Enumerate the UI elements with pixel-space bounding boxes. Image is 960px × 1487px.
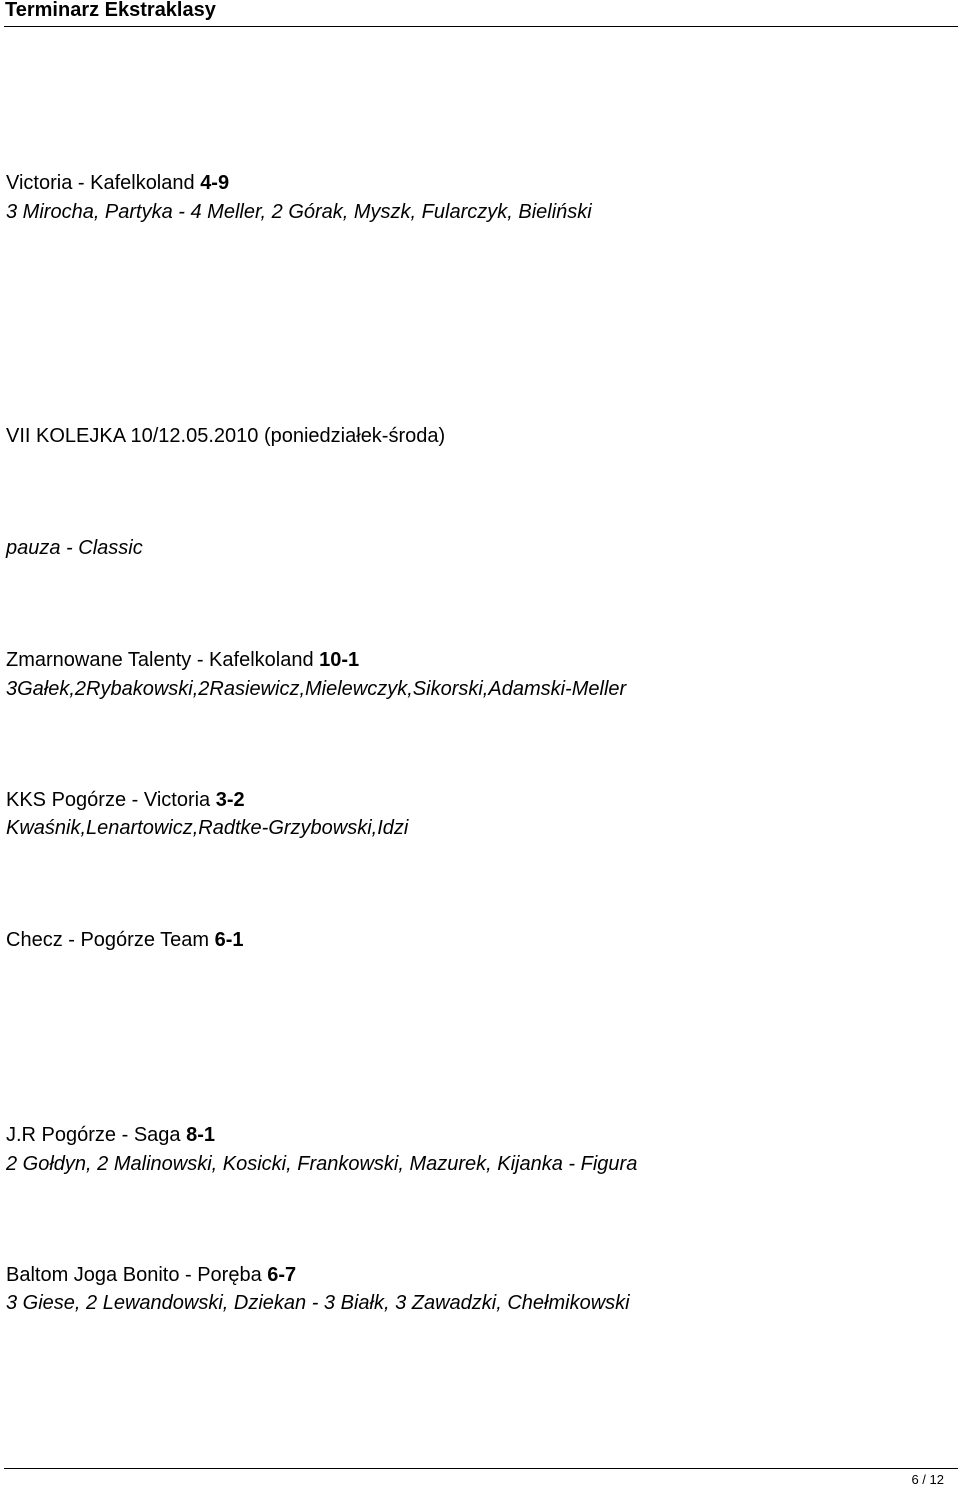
match-teams: Baltom Joga Bonito - Poręba	[6, 1264, 262, 1286]
page-number: 6 / 12	[911, 1472, 944, 1487]
match-teams: Checz - Pogórze Team	[6, 929, 210, 951]
match-teams: KKS Pogórze - Victoria	[6, 789, 211, 811]
match-scorers: 3 Mirocha, Partyka - 4 Meller, 2 Górak, Myszk, Fularczyk, Bieliński	[6, 201, 592, 223]
match-scorers: 2 Gołdyn, 2 Malinowski, Kosicki, Frankowski, Mazurek, Kijanka - Figura	[6, 1153, 638, 1175]
match-result-line	[6, 788, 245, 812]
match-teams: Zmarnowane Talenty - Kafelkoland	[6, 649, 314, 671]
match-score: 4-9	[200, 172, 230, 194]
header-divider	[4, 26, 958, 27]
match-score: 6-7	[267, 1264, 297, 1286]
match-scorers: 3Gałek,2Rybakowski,2Rasiewicz,Mielewczyk,Sikorski,Adamski-Meller	[6, 678, 627, 700]
footer-divider	[4, 1468, 958, 1469]
round-pause: pauza - Classic	[6, 537, 143, 559]
match-result-line	[6, 648, 359, 672]
match-score: 3-2	[215, 789, 245, 811]
match-scorers: Kwaśnik,Lenartowicz,Radtke-Grzybowski,Idzi	[6, 817, 409, 839]
match-result-line	[6, 171, 229, 195]
document-title: Terminarz Ekstraklasy	[5, 0, 216, 21]
match-scorers: 3 Giese, 2 Lewandowski, Dziekan - 3 Białk, 3 Zawadzki, Chełmikowski	[6, 1292, 630, 1314]
match-result-line	[6, 1123, 215, 1147]
match-teams: Victoria - Kafelkoland	[6, 172, 195, 194]
match-teams: J.R Pogórze - Saga	[6, 1124, 181, 1146]
match-score: 8-1	[186, 1124, 215, 1146]
match-score: 10-1	[319, 649, 360, 671]
match-score: 6-1	[214, 929, 244, 951]
match-result-line	[6, 1263, 296, 1287]
round-title: VII KOLEJKA 10/12.05.2010 (poniedziałek-środa)	[6, 425, 446, 447]
match-result-line	[6, 928, 244, 952]
